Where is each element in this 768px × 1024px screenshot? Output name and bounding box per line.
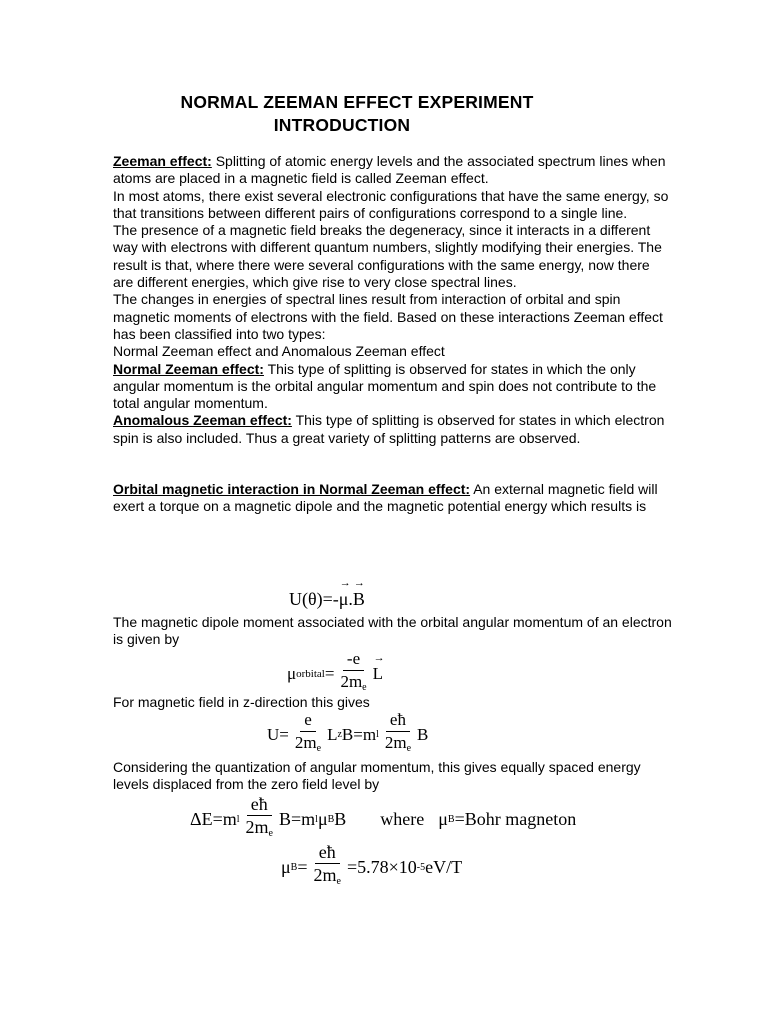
dipole-moment-paragraph: The magnetic dipole moment associated with the orbital angular momentum of an electron is given by (113, 614, 672, 648)
eq2-mu: μ (287, 663, 297, 683)
eq4-mu: μ (317, 808, 328, 829)
document-title: NORMAL ZEEMAN EFFECT EXPERIMENT (180, 92, 534, 112)
eq4-mu-sub: B (327, 813, 335, 825)
introduction-body (113, 153, 673, 516)
eq2-numerator: -e (343, 650, 364, 671)
orbital-interaction-paragraph (113, 481, 673, 516)
z-direction-paragraph: For magnetic field in z-direction this gives (113, 694, 370, 710)
eq5-sub: B (290, 861, 298, 873)
orbital-interaction-text: An external magnetic field will exert a torque on a magnetic dipole and the magnetic potential energy which results is (113, 481, 658, 515)
eq3-l: L (327, 724, 338, 744)
equation-z-direction (267, 711, 428, 758)
eq1-dot: . (348, 589, 353, 609)
eq3-z-sub: z (337, 729, 342, 740)
eq4-l-sub: l (236, 813, 240, 825)
degeneracy-paragraph: The presence of a magnetic field breaks the degeneracy, since it interacts in a different way with electrons with different quantum numbers, slightly modifying their energies. The result is that, where there were several configurations with the same energy, now there are different energies, which give rise to very close spectral lines. (113, 222, 662, 291)
eq1-mu-vector: → μ (339, 589, 349, 610)
eq2-fraction (336, 650, 370, 697)
eq3-den2-text: 2m (384, 733, 407, 752)
eq4-lhs: ΔE=m (190, 808, 237, 829)
normal-zeeman-label: Normal Zeeman effect: (113, 360, 264, 377)
eq2-den-text: 2m (340, 672, 363, 691)
eq4-den-sub: e (268, 828, 273, 839)
eq1-b-vector: → B (353, 589, 365, 610)
orbital-interaction-label: Orbital magnetic interaction in Normal Zeeman effect: (113, 481, 471, 498)
normal-zeeman-paragraph (113, 361, 673, 413)
normal-zeeman-text: This type of splitting is observed for states in which the only angular momentum is the orbital angular momentum and spin does not contribute to the total angular momentum. (113, 360, 657, 412)
eq5-unit: eV/T (425, 856, 463, 877)
section-heading-introduction: INTRODUCTION (273, 115, 411, 135)
eq4-rhs: B=m (278, 808, 316, 829)
equation-orbital-moment (287, 650, 383, 697)
eq4-denominator (242, 816, 277, 843)
equation-potential-energy (289, 589, 365, 610)
eq3-denominator-2 (381, 732, 415, 758)
eq4-fraction (242, 795, 277, 843)
eq2-subscript: orbital (296, 667, 325, 680)
eq3-fraction-1 (291, 711, 325, 758)
equation-bohr-magneton (281, 843, 462, 891)
quantization-paragraph: Considering the quantization of angular momentum, this gives equally spaced energy levels displaced from the zero field level by (113, 759, 641, 793)
eq4-where: where (380, 808, 425, 829)
eq4-where-sub: B (447, 813, 455, 825)
eq4-b: B (334, 808, 347, 829)
eq1-lhs: U(θ)=- (289, 589, 339, 609)
eq2-den-sub: e (362, 682, 367, 693)
eq4-bohr-magneton: =Bohr magneton (454, 808, 577, 829)
anomalous-zeeman-paragraph (113, 412, 673, 447)
eq5-value: =5.78×10 (346, 856, 417, 877)
eq3-fraction-2 (381, 711, 415, 758)
anomalous-zeeman-label: Anomalous Zeeman effect: (113, 412, 292, 429)
classification-paragraph: The changes in energies of spectral lines result from interaction of orbital and spin magnetic moments of electrons with the field. Based on these interactions Zeeman effect has been classified into two types: (113, 291, 663, 342)
eq2-equals: = (324, 663, 335, 683)
eq5-fraction (309, 843, 344, 891)
eq3-den1-text: 2m (294, 733, 317, 752)
eq4-numerator: eħ (247, 795, 272, 816)
eq3-den1-sub: e (316, 743, 322, 754)
eq5-den-sub: e (336, 876, 341, 887)
zeeman-effect-paragraph (113, 153, 673, 188)
zeeman-effect-text: Splitting of atomic energy levels and the associated spectrum lines when atoms are placed in a magnetic field is called Zeeman effect. (113, 153, 666, 187)
eq4-den-text: 2m (245, 817, 269, 837)
equation-energy-split (190, 795, 576, 843)
eq5-denominator (309, 864, 344, 891)
eq5-numerator: eħ (315, 843, 340, 864)
anomalous-zeeman-text: This type of splitting is observed for states in which electron spin is also included. Thus a great variety of splitting patterns are observed. (113, 412, 665, 446)
eq3-denominator-1 (291, 732, 325, 758)
eq4-rhs-l-sub: l (315, 813, 318, 825)
eq3-lhs: U= (267, 724, 289, 744)
eq5-den-text: 2m (313, 865, 337, 885)
configurations-paragraph: In most atoms, there exist several electronic configurations that have the same energy, so that transitions between different pairs of configurations correspond to a single line. (113, 187, 669, 221)
eq3-l-sub: l (376, 729, 379, 740)
zeeman-effect-label: Zeeman effect: (113, 153, 212, 169)
eq5-exponent: -5 (416, 861, 426, 873)
eq3-numerator-2: eħ (386, 711, 410, 732)
types-line: Normal Zeeman effect and Anomalous Zeeman effect (113, 343, 445, 360)
eq4-where-mu: μ (438, 808, 448, 829)
eq3-numerator-1: e (300, 711, 316, 732)
eq3-b: B (417, 724, 429, 744)
eq2-l-vector: → L (373, 664, 383, 684)
eq3-den2-sub: e (406, 743, 412, 754)
eq3-b-ml: B=m (341, 724, 377, 744)
eq5-equals: = (297, 856, 308, 877)
eq5-mu: μ (281, 856, 291, 877)
